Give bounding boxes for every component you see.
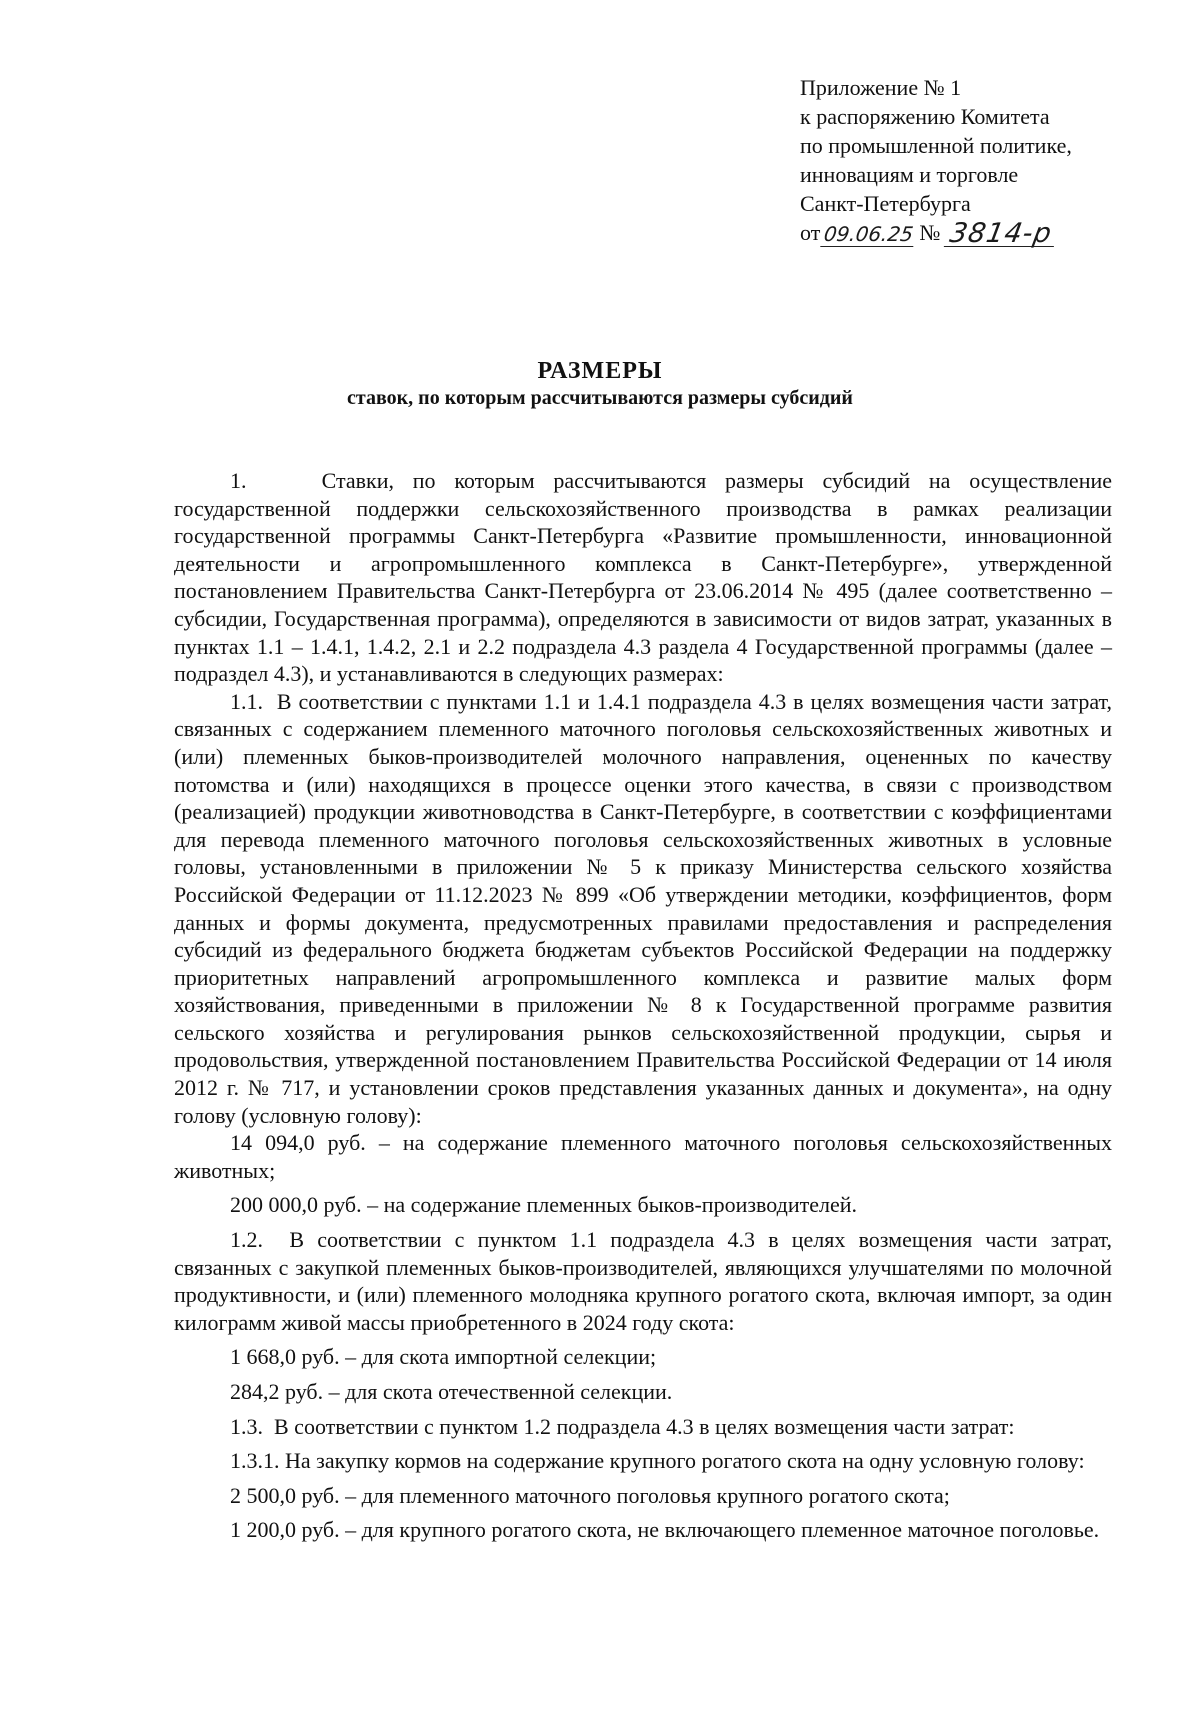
document-body: [174, 467, 1112, 1544]
appendix-line-5: Санкт-Петербурга: [800, 191, 971, 216]
handwritten-date: 09.06.25: [821, 222, 918, 247]
appendix-line-2: к распоряжению Комитета: [800, 104, 1050, 129]
handwritten-number: 3814-р: [944, 222, 1058, 247]
appendix-line-3: по промышленной политике,: [800, 133, 1072, 158]
rate-breeding-stock: 14 094,0 руб. – на содержание племенного маточного поголовья сельскохозяйственных животных;: [174, 1130, 1112, 1183]
document-title: РАЗМЕРЫ: [537, 358, 663, 384]
date-number-line: [800, 218, 1072, 247]
paragraph-1-2: 1.2. В соответствии с пунктом 1.1 подраздела 4.3 в целях возмещения части затрат, связанных с закупкой племенных быков-производителей, являющихся улучшателями по молочной продуктивности, и (или) племенного молодняка крупного рогатого скота, включая импорт, за один килограмм живой массы приобретенного в 2024 году скота:: [174, 1227, 1112, 1335]
rate-import-selection: 1 668,0 руб. – для скота импортной селекции;: [230, 1344, 657, 1370]
document-subtitle: ставок, по которым рассчитываются размеры субсидий: [347, 387, 853, 409]
appendix-header: [800, 73, 1072, 247]
rate-feed-other: 1 200,0 руб. – для крупного рогатого скота, не включающего племенное маточное поголовье.: [230, 1517, 1100, 1543]
appendix-line-1: Приложение № 1: [800, 75, 962, 100]
paragraph-1-3: 1.3. В соответствии с пунктом 1.2 подраздела 4.3 в целях возмещения части затрат:: [230, 1413, 1015, 1439]
paragraph-1-3-1: 1.3.1. На закупку кормов на содержание крупного рогатого скота на одну условную голову:: [230, 1448, 1085, 1474]
paragraph-1: 1. Ставки, по которым рассчитываются размеры субсидий на осуществление государственной поддержки сельскохозяйственного производства в рамках реализации государственной программы Санкт-Петербурга «Развитие промышленности, инновационной деятельности и агропромышленного комплекса в Санкт-Петербурге», утвержденной постановлением Правительства Санкт-Петербурга от 23.06.2014 № 495 (далее соответственно – субсидии, Государственная программа), определяются в зависимости от видов затрат, указанных в пунктах 1.1 – 1.4.1, 1.4.2, 2.1 и 2.2 подраздела 4.3 раздела 4 Государственной программы (далее – подраздел 4.3), и устанавливаются в следующих размерах:: [174, 468, 1112, 687]
appendix-line-4: инновациям и торговле: [800, 162, 1019, 187]
rate-breeding-bulls: 200 000,0 руб. – на содержание племенных быков-производителей.: [230, 1192, 858, 1218]
paragraph-1-1: 1.1. В соответствии с пунктами 1.1 и 1.4.1 подраздела 4.3 в целях возмещения части затрат, связанных с содержанием племенного маточного поголовья сельскохозяйственных животных и (или) племенных быков-производителей молочного направления, оцененных по качеству потомства и (или) находящихся в процессе оценки этого качества, в связи с производством (реализацией) продукции животноводства в Санкт-Петербурге, в соответствии с коэффициентами для перевода племенного маточного поголовья сельскохозяйственных животных в условные головы, установленными в приложении № 5 к приказу Министерства сельского хозяйства Российской Федерации от 11.12.2023 № 899 «Об утверждении методики, коэффициентов, форм данных и формы документа, предусмотренных правилами предоставления и распределения субсидий из федерального бюджета бюджетам субъектов Российской Федерации на поддержку приоритетных направлений агропромышленного комплекса и развитие малых форм хозяйствования, приведенными в приложении № 8 к Государственной программе развития сельского хозяйства и регулирования рынков сельскохозяйственной продукции, сырья и продовольствия, утвержденной постановлением Правительства Российской Федерации от 14 июля 2012 г. № 717, и установлении сроков представления указанных данных и документа», на одну голову (условную голову):: [174, 688, 1112, 1128]
rate-feed-breeding: 2 500,0 руб. – для племенного маточного поголовья крупного рогатого скота;: [230, 1482, 950, 1508]
number-prefix: №: [919, 220, 941, 245]
date-prefix: от: [800, 220, 821, 245]
rate-domestic-selection: 284,2 руб. – для скота отечественной селекции.: [230, 1379, 673, 1404]
